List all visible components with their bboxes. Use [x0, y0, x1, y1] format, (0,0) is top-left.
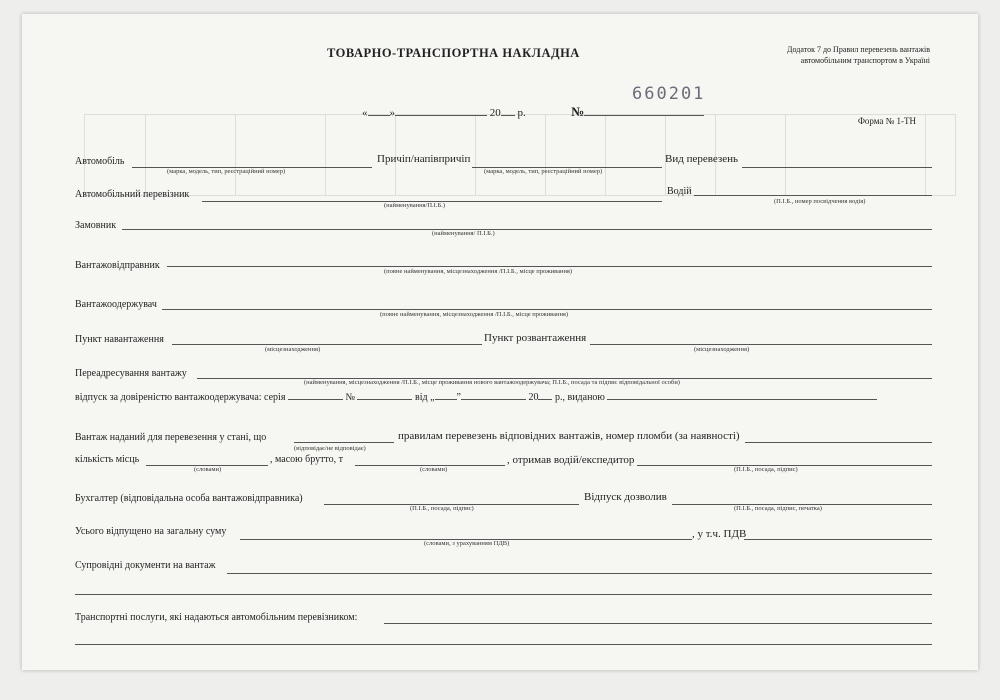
consignee-caption: (повне найменування, місцезнаходження /П.І.Б., місце проживання) [380, 311, 569, 318]
unloading-point-field[interactable] [590, 344, 932, 345]
customer-label: Замовник [75, 220, 117, 231]
driver-caption: (П.І.Б., номер посвідчення водія) [774, 198, 866, 205]
shipper-field[interactable] [167, 266, 932, 267]
loading-point-field[interactable] [172, 344, 482, 345]
carrier-label: Автомобільний перевізник [75, 189, 190, 200]
trailer-label: Причіп/напівпричіп [377, 153, 471, 165]
docs-label: Супровідні документи на вантаж [75, 560, 216, 571]
shipper-caption: (повне найменування, місцезнаходження /П.І.Б., місце проживання) [384, 268, 573, 275]
shipper-label: Вантажовідправник [75, 260, 160, 271]
poa-issued-label: р., виданою [554, 392, 605, 403]
date-year-suffix: р. [517, 107, 526, 119]
date-year: 20 [489, 107, 501, 119]
date-close-quote: » [389, 107, 395, 119]
vehicle-caption: (марка, модель, тип, реєстраційний номер) [167, 168, 286, 175]
accountant-caption: (П.І.Б., посада, підпис) [410, 505, 474, 512]
form-title: ТОВАРНО-ТРАНСПОРТНА НАКЛАДНА [327, 46, 580, 60]
form-number: Форма № 1-ТН [857, 116, 916, 126]
readdress-label: Переадресування вантажу [75, 368, 187, 379]
received-by-label: , отримав водій/експедитор [507, 454, 635, 466]
date-line [362, 104, 704, 120]
unloading-point-label: Пункт розвантаження [484, 332, 587, 344]
transport-type-field[interactable] [742, 167, 932, 168]
date-open-quote: « [362, 107, 368, 119]
services-field[interactable] [384, 623, 932, 624]
annex-note: Додаток 7 до Правил перевезень вантажів автомобільним транспортом в Україні [787, 45, 930, 65]
vehicle-label: Автомобіль [75, 156, 125, 167]
serial-number: 660201 [632, 84, 706, 104]
consignee-field[interactable] [162, 309, 932, 310]
cargo-state-label: Вантаж наданий для перевезення у стані, що [75, 432, 267, 443]
received-by-caption: (П.І.Б., посада, підпис) [734, 466, 798, 473]
gross-mass-caption: (словами) [420, 466, 448, 473]
poa-date-close: ” [456, 392, 461, 403]
carrier-caption: (найменування/П.І.Б.) [384, 202, 445, 209]
poa-date-label: від „ [414, 392, 435, 403]
docs-field[interactable] [227, 573, 932, 574]
accountant-label: Бухгалтер (відповідальна особа вантажовідправника) [75, 493, 303, 504]
showthrough-table [84, 114, 956, 196]
cargo-state-field[interactable] [294, 442, 394, 443]
places-count-label: кількість місць [75, 454, 140, 465]
poa-year: 20 [528, 392, 539, 403]
loading-point-label: Пункт навантаження [75, 334, 164, 345]
transport-type-label: Вид перевезень [665, 153, 738, 165]
total-released-label: Усього відпущено на загальну суму [75, 526, 227, 537]
vat-label: , у т.ч. ПДВ [692, 528, 747, 540]
services-label: Транспортні послуги, які надаються автомобільним перевізником: [75, 612, 358, 623]
cargo-state-caption: (відповідає/не відповідає) [294, 445, 366, 452]
number-sign: № [571, 104, 585, 119]
cargo-rules-label: правилам перевезень відповідних вантажів, номер пломби (за наявності) [398, 430, 740, 442]
loading-point-caption: (місцезнаходження) [265, 346, 321, 353]
release-allowed-label: Відпуск дозволив [584, 491, 667, 503]
driver-field[interactable] [694, 195, 932, 196]
customer-caption: (найменування/ П.І.Б.) [432, 230, 495, 237]
waybill-form [22, 14, 978, 670]
seal-number-field[interactable] [745, 442, 932, 443]
poa-series-label: відпуск за довіреністю вантажоодержувача: серія [75, 392, 286, 403]
consignee-label: Вантажоодержувач [75, 299, 157, 310]
release-allowed-caption: (П.І.Б., посада, підпис, печатка) [734, 505, 822, 512]
power-of-attorney-line [75, 392, 877, 403]
driver-label: Водій [667, 186, 692, 197]
docs-field-2[interactable] [75, 594, 932, 595]
poa-number-label: № [345, 392, 355, 403]
customer-field[interactable] [122, 229, 932, 230]
readdress-caption: (найменування, місцезнаходження /П.І.Б., місце проживання нового вантажоодержувача; П.І.Б., посада та підпис відповідальної особи) [304, 379, 680, 386]
trailer-caption: (марка, модель, тип, реєстраційний номер) [484, 168, 603, 175]
vat-field[interactable] [744, 539, 932, 540]
unloading-point-caption: (місцезнаходження) [694, 346, 750, 353]
gross-mass-label: , масою брутто, т [270, 454, 344, 465]
services-field-2[interactable] [75, 644, 932, 645]
total-released-caption: (словами, з урахуванням ПДВ) [424, 540, 510, 547]
places-count-caption: (словами) [194, 466, 222, 473]
